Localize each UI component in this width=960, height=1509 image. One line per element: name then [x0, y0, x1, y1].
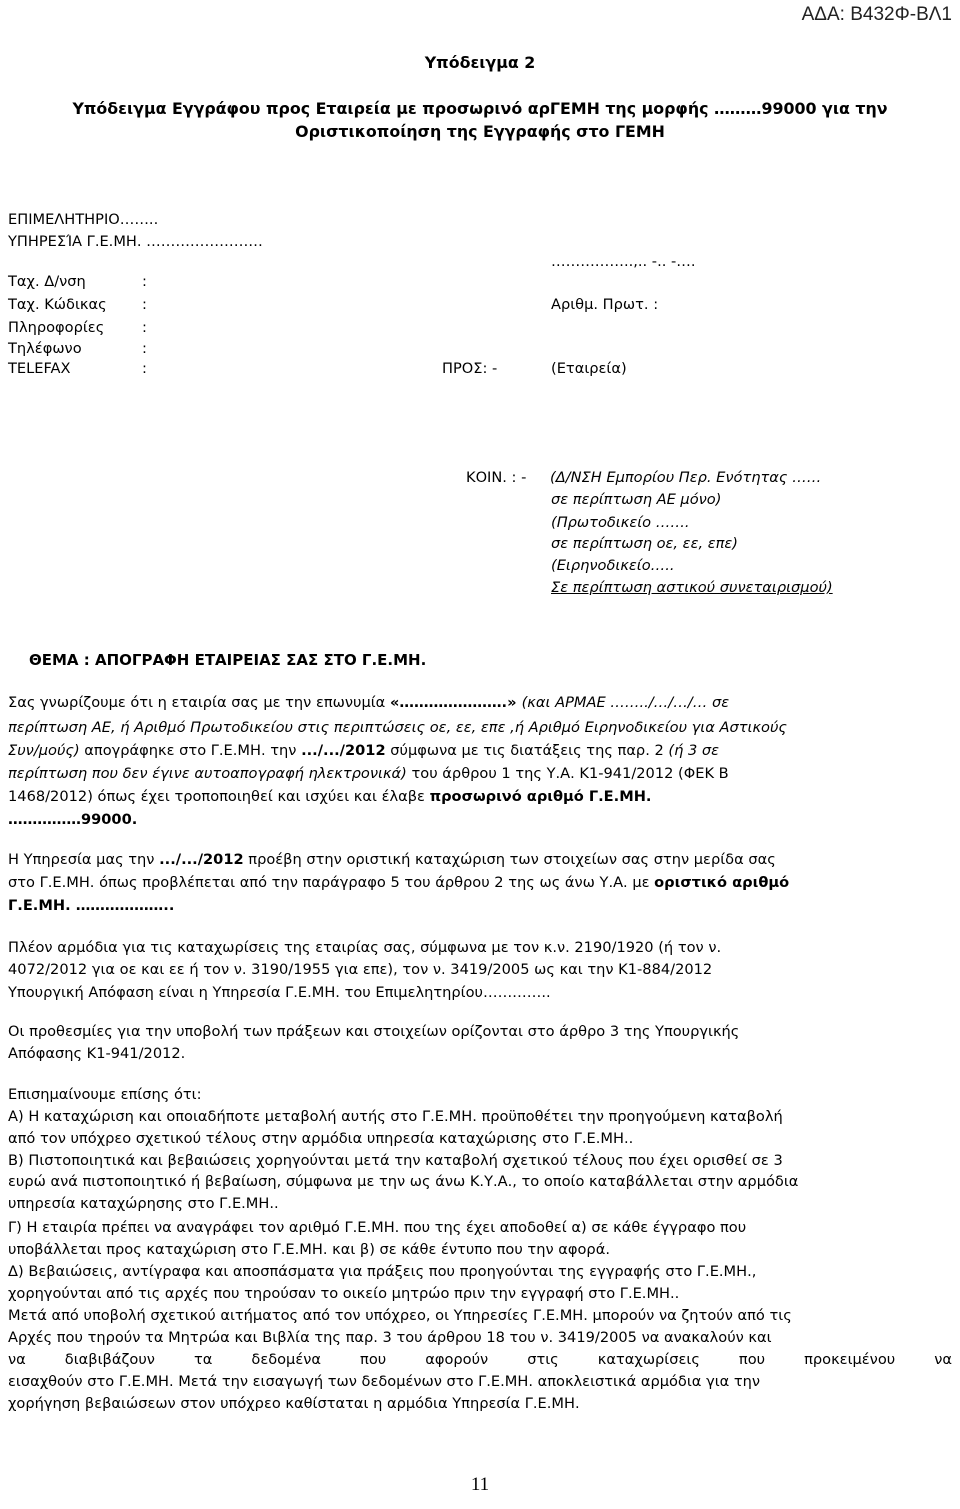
p4-line-1: Οι προθεσμίες για την υποβολή των πράξεων και στοιχείων ορίζονται στο άρθρο 3 της Υπουργικής: [8, 1023, 740, 1040]
cc-line-6: Σε περίπτωση αστικού συνεταιρισμού): [551, 579, 833, 596]
field-phone-colon: :: [142, 340, 147, 357]
p1-l3-c: .../.../2012: [301, 742, 386, 759]
field-postcode-colon: :: [142, 296, 147, 313]
p2-line-2: [8, 872, 789, 893]
p1-l1-a: Σας γνωρίζουμε ότι η εταιρία σας με την επωνυμία: [8, 694, 390, 711]
protocol-number: Αριθμ. Πρωτ. :: [551, 296, 659, 313]
p2-line-1: [8, 849, 776, 870]
p1-l3-e: (ή 3 σε: [668, 742, 720, 759]
to-label: ΠΡΟΣ: -: [442, 360, 498, 377]
cc-line-4: σε περίπτωση οε, εε, επε): [551, 535, 738, 552]
p1-l1-c: (και ΑΡΜΑΕ ……../…/…/… σε: [521, 694, 730, 711]
p1-l4-a: περίπτωση που δεν έγινε αυτοαπογραφή ηλεκτρονικά): [8, 765, 407, 782]
ada-code: ΑΔΑ: Β432Φ-ΒΛ1: [801, 4, 952, 25]
p1-line-3: [8, 740, 719, 761]
p3-line-3: Υπουργική Απόφαση είναι η Υπηρεσία Γ.Ε.ΜΗ. του Επιμελητηρίου…………..: [8, 984, 551, 1001]
p5-line-8: υποβάλλεται προς καταχώριση στο Γ.Ε.ΜΗ. και β) σε κάθε έντυπο που την αφορά.: [8, 1241, 610, 1258]
cc-line-1: (Δ/ΝΣΗ Εμπορίου Περ. Ενότητας ……: [550, 469, 822, 486]
cc-line-2: σε περίπτωση ΑΕ μόνο): [551, 491, 722, 508]
p3-line-1: Πλέον αρμόδια για τις καταχωρίσεις της εταιρίας σας, σύμφωνα με τον κ.ν. 2190/1920 (ή τον ν.: [8, 939, 722, 956]
p2-l1-b: .../.../2012: [159, 851, 244, 868]
p5-line-14: εισαχθούν στο Γ.Ε.ΜΗ. Μετά την εισαγωγή των δεδομένων στο Γ.Ε.ΜΗ. αποκλειστικά αρμόδια για την: [8, 1373, 761, 1390]
field-fax-colon: :: [142, 360, 147, 377]
field-info-label: Πληροφορίες: [8, 319, 105, 336]
p1-line-1: [8, 692, 729, 713]
cc-label: ΚΟΙΝ. : -: [466, 469, 527, 486]
field-info-colon: :: [142, 319, 147, 336]
p1-line-2: περίπτωση ΑΕ, ή Αριθμό Πρωτοδικείου στις περιπτώσεις οε, εε, επε ,ή Αριθμό Ειρηνοδικείου για Αστικούς: [8, 719, 787, 736]
field-postcode-label: Ταχ. Κώδικας: [8, 296, 107, 313]
p2-l2-b: οριστικό αριθμό: [654, 874, 790, 891]
sender-service: ΥΠΗΡΕΣΊΑ Γ.Ε.ΜΗ. ……………………: [8, 233, 263, 250]
p1-l5-b: προσωρινό αριθμό Γ.Ε.ΜΗ.: [429, 788, 652, 805]
p1-l3-a: Συν/μούς): [8, 742, 80, 759]
field-address-colon: :: [142, 273, 147, 290]
title-line-1: Υπόδειγμα Εγγράφου προς Εταιρεία με προσωρινό αρΓΕΜΗ της μορφής ………99000 για την: [72, 99, 888, 118]
p5-line-7: Γ) Η εταιρία πρέπει να αναγράφει τον αριθμό Γ.Ε.ΜΗ. που της έχει αποδοθεί α) σε κάθε έγγραφο που: [8, 1219, 747, 1236]
p2-line-3: Γ.Ε.ΜΗ. ………………..: [8, 897, 175, 914]
p5-line-6: υπηρεσία καταχώρησης στο Γ.Ε.ΜΗ..: [8, 1195, 279, 1212]
p1-line-5: [8, 786, 651, 807]
title-line-2: Οριστικοποίηση της Εγγραφής στο ΓΕΜΗ: [295, 122, 665, 141]
p5-line-13: να διαβιβάζουν τα δεδομένα που αφορούν στις καταχωρίσεις που προκειμένου να: [8, 1351, 952, 1368]
p3-line-2: 4072/2012 για οε και εε ή τον ν. 3190/1955 για επε), τον ν. 3419/2005 ως και την Κ1-884/2012: [8, 961, 713, 978]
p5-line-3: από τον υπόχρεο σχετικού τέλους στην αρμόδια υπηρεσία καταχώρισης στο Γ.Ε.ΜΗ..: [8, 1130, 634, 1147]
p1-l3-d: σύμφωνα με τις διατάξεις της παρ. 2: [385, 742, 669, 759]
date-placeholder: ……………..,.. -.. -….: [551, 253, 696, 270]
p2-l1-c: προέβη στην οριστική καταχώριση των στοιχείων σας στην μερίδα σας: [243, 851, 776, 868]
field-address-label: Ταχ. Δ/νση: [8, 273, 86, 290]
sender-chamber: ΕΠΙΜΕΛΗΤΗΡΙΟ……..: [8, 211, 159, 228]
example-heading: Υπόδειγμα 2: [424, 53, 536, 72]
p1-l5-a: 1468/2012) όπως έχει τροποποιηθεί και ισχύει και έλαβε: [8, 788, 430, 805]
cc-line-5: (Ειρηνοδικείο…..: [551, 557, 675, 574]
p5-line-4: Β) Πιστοποιητικά και βεβαιώσεις χορηγούνται μετά την καταβολή σχετικού τέλους που έχει ορισθεί σε 3: [8, 1152, 783, 1169]
p1-l3-b: απογράφηκε στο Γ.Ε.ΜΗ. την: [79, 742, 302, 759]
p1-l4-b: του άρθρου 1 της Υ.Α. Κ1-941/2012 (ΦΕΚ Β: [406, 765, 729, 782]
p1-line-6: ……………99000.: [8, 811, 138, 828]
p1-l1-b: «………………….»: [389, 694, 522, 711]
p5-line-5: ευρώ ανά πιστοποιητικό ή βεβαίωση, σύμφωνα με την ως άνω Κ.Υ.Α., το οποίο καταβάλλεται στην αρμόδια: [8, 1173, 799, 1190]
p5-line-9: Δ) Βεβαιώσεις, αντίγραφα και αποσπάσματα για πράξεις που προηγούνται της εγγραφής στο Γ.Ε.ΜΗ.,: [8, 1263, 757, 1280]
p1-line-4: [8, 763, 729, 784]
p5-line-1: Επισημαίνουμε επίσης ότι:: [8, 1086, 202, 1103]
p4-line-2: Απόφασης Κ1-941/2012.: [8, 1045, 186, 1062]
subject: ΘΕΜΑ : ΑΠΟΓΡΑΦΗ ΕΤΑΙΡΕΙΑΣ ΣΑΣ ΣΤΟ Γ.Ε.ΜΗ.: [29, 651, 427, 669]
p5-line-10: χορηγούνται από τις αρχές που τηρούσαν το οικείο μητρώο πριν την εγγραφή στο Γ.Ε.ΜΗ..: [8, 1285, 680, 1302]
p5-line-12: Αρχές που τηρούν τα Μητρώα και Βιβλία της παρ. 3 του άρθρου 18 του ν. 3419/2005 να ανακαλούν και: [8, 1329, 772, 1346]
field-phone-label: Τηλέφωνο: [8, 340, 82, 357]
p5-line-15: χορήγηση βεβαιώσεων στον υπόχρεο καθίσταται η αρμόδια Υπηρεσία Γ.Ε.ΜΗ.: [8, 1395, 580, 1412]
field-fax-label: TELEFAX: [8, 360, 71, 377]
page-number: 11: [470, 1474, 490, 1495]
to-value: (Εταιρεία): [551, 360, 627, 377]
p5-line-11: Μετά από υποβολή σχετικού αιτήματος από τον υπόχρεο, οι Υπηρεσίες Γ.Ε.ΜΗ. μπορούν να ζητούν από τις: [8, 1307, 792, 1324]
p2-l2-a: στο Γ.Ε.ΜΗ. όπως προβλέπεται από την παράγραφο 5 του άρθρου 2 της ως άνω Υ.Α. με: [8, 874, 655, 891]
p5-line-2: Α) Η καταχώριση και οποιαδήποτε μεταβολή αυτής στο Γ.Ε.ΜΗ. προϋποθέτει την προηγούμενη καταβολή: [8, 1108, 783, 1125]
cc-line-3: (Πρωτοδικείο …….: [551, 514, 690, 531]
p2-l1-a: Η Υπηρεσία μας την: [8, 851, 160, 868]
